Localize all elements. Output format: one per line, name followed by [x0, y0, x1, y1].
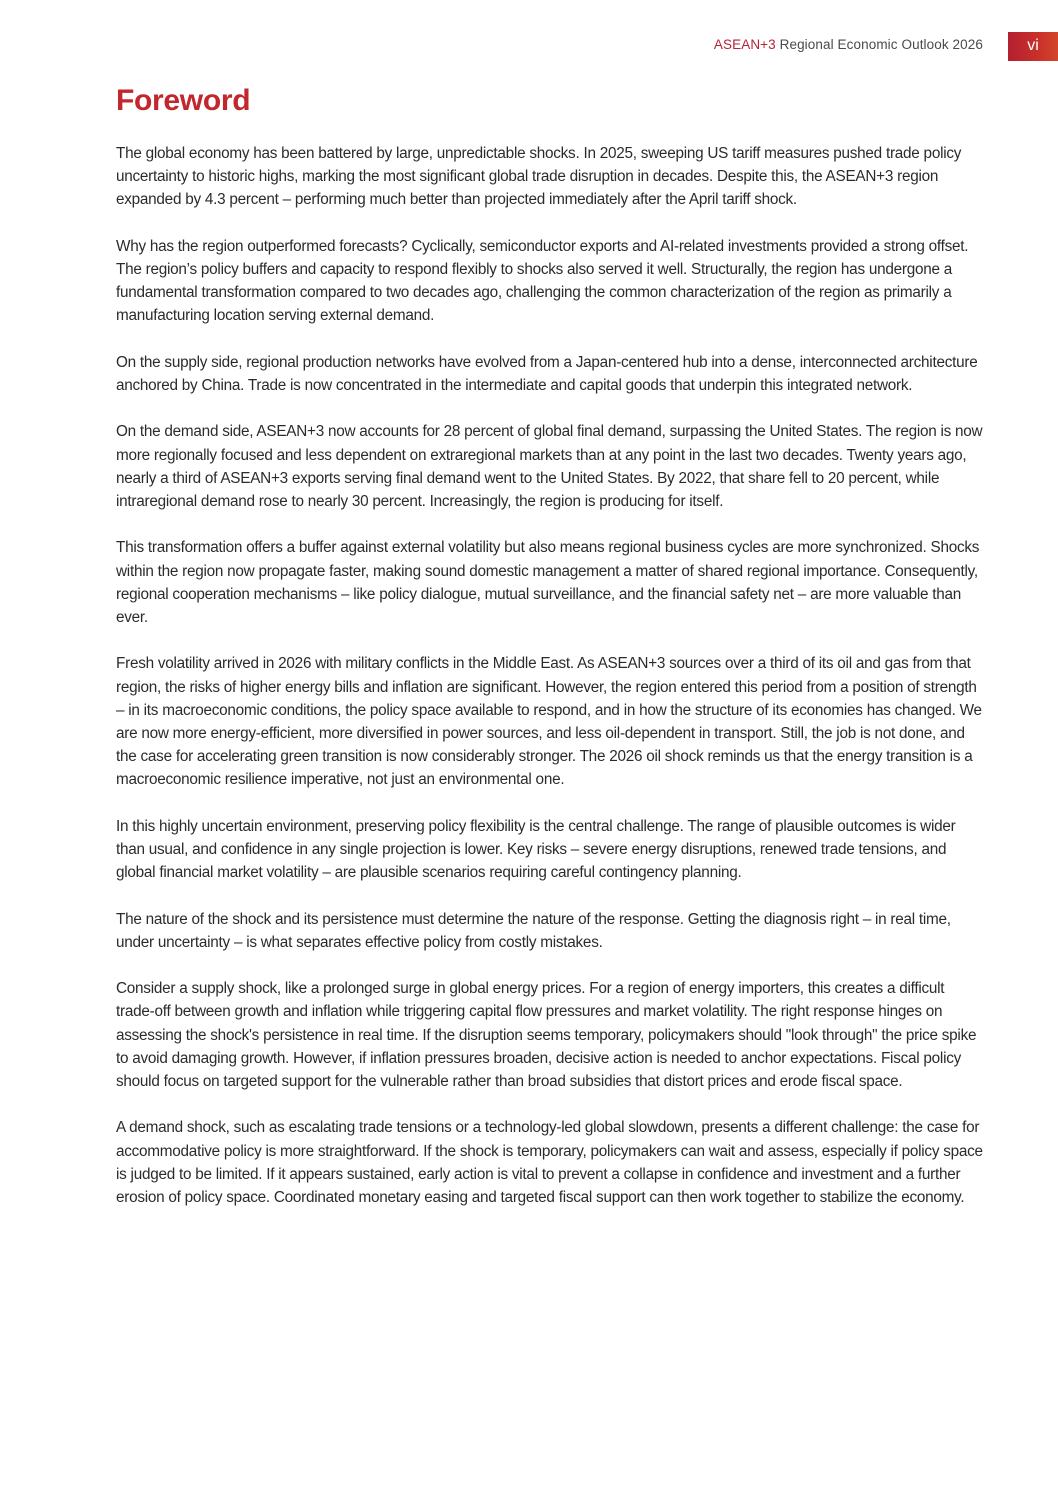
paragraph: A demand shock, such as escalating trade tensions or a technology-led global slowdown, presents a different challenge: the case for accommodative policy is more straightforward. If the shock is temporary, policymakers can wait and assess, especially if policy space is judged to be limited. If it appears sustained, early action is vital to prevent a collapse in confidence and investment and a further erosion of policy space. Coordinated monetary easing and targeted fiscal support can then work together to stabilize the economy. — [116, 1119, 983, 1206]
paragraph: The nature of the shock and its persistence must determine the nature of the response. Getting the diagnosis right – in real time, under uncertainty – is what separates effective policy from costly mistakes. — [116, 910, 951, 951]
running-header — [714, 37, 983, 52]
paragraph: Why has the region outperformed forecasts? Cyclically, semiconductor exports and AI-related investments provided a strong offset. The region’s policy buffers and capacity to respond flexibly to shocks also served it well. Structurally, the region has undergone a fundamental transformation compared to two decades ago, challenging the common characterization of the region as primarily a manufacturing location serving external demand. — [116, 237, 969, 325]
header-publication-title: Regional Economic Outlook 2026 — [775, 37, 983, 52]
paragraph: Fresh volatility arrived in 2026 with military conflicts in the Middle East. As ASEAN+3 sources over a third of its oil and gas from that region, the risks of higher energy bills and inflation are significant. However, the region entered this period from a position of strength – in its macroeconomic conditions, the policy space available to respond, and in how the structure of its economies has changed. We are now more energy-efficient, more diversified in power sources, and less oil-dependent in transport. Still, the job is not done, and the case for accelerating green transition is now considerably stronger. The 2026 oil shock reminds us that the energy transition is a macroeconomic resilience imperative, not just an environmental one. — [116, 655, 982, 789]
page-title: Foreword — [116, 84, 251, 117]
paragraph: On the supply side, regional production networks have evolved from a Japan-centered hub into a dense, interconnected architecture anchored by China. Trade is now concentrated in the intermediate and capital goods that underpin this integrated network. — [116, 353, 978, 394]
paragraph: In this highly uncertain environment, preserving policy flexibility is the central challenge. The range of plausible outcomes is wider than usual, and confidence in any single projection is lower. Key risks – severe energy disruptions, renewed trade tensions, and global financial market volatility – are plausible scenarios requiring careful contingency planning. — [116, 817, 956, 882]
paragraph: The global economy has been battered by large, unpredictable shocks. In 2025, sweeping US tariff measures pushed trade policy uncertainty to historic highs, marking the most significant global trade disruption in decades. Despite this, the ASEAN+3 region expanded by 4.3 percent – performing much better than projected immediately after the April tariff shock. — [116, 145, 962, 209]
paragraph: On the demand side, ASEAN+3 now accounts for 28 percent of global final demand, surpassing the United States. The region is now more regionally focused and less dependent on extraregional markets than at any point in the last two decades. Twenty years ago, nearly a third of ASEAN+3 exports serving final demand went to the United States. By 2022, that share fell to 20 percent, while intraregional demand rose to nearly 30 percent. Increasingly, the region is producing for itself. — [116, 423, 983, 510]
paragraph: This transformation offers a buffer against external volatility but also means regional business cycles are more synchronized. Shocks within the region now propagate faster, making sound domestic management a matter of shared regional importance. Consequently, regional cooperation mechanisms – like policy dialogue, mutual surveillance, and the financial safety net – are more valuable than ever. — [116, 539, 980, 626]
header-brand: ASEAN+3 — [713, 37, 776, 52]
paragraph: Consider a supply shock, like a prolonged surge in global energy prices. For a region of energy importers, this creates a difficult trade-off between growth and inflation while triggering capital flow pressures and market volatility. The right response hinges on assessing the shock's persistence in real time. If the disruption seems temporary, policymakers should "look through" the price spike to avoid damaging growth. However, if inflation pressures broaden, decisive action is needed to anchor expectations. Fiscal policy should focus on targeted support for the vulnerable rather than broad subsidies that distort prices and erode fiscal space. — [116, 980, 977, 1090]
foreword-body — [116, 142, 986, 1232]
page-number-badge: vi — [1008, 32, 1058, 61]
